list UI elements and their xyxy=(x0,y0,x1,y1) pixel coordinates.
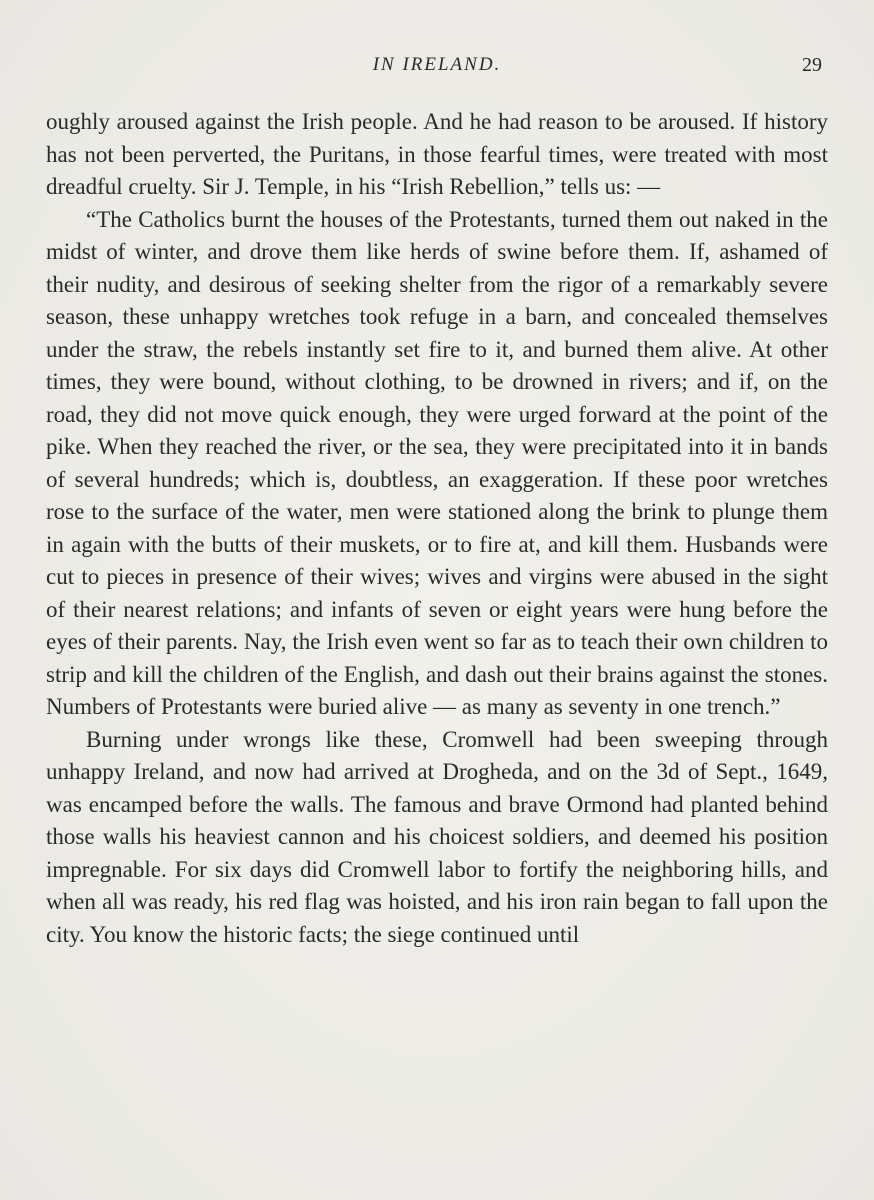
page-number: 29 xyxy=(802,54,822,76)
page-header xyxy=(0,54,874,84)
paragraph-quotation: “The Catholics burnt the houses of the Protestants, turned them out naked in the midst of winter, and drove them like herds of swine before them. If, ashamed of their nudity, and desirous of seeking shelter from the rigor of a remarkably severe season, these unhappy wretches took refuge in a barn, and concealed themselves under the straw, the rebels instantly set fire to it, and burned them alive. At other times, they were bound, without clothing, to be drowned in rivers; and if, on the road, they did not move quick enough, they were urged forward at the point of the pike. When they reached the river, or the sea, they were precipitated into it in bands of several hundreds; which is, doubtless, an exaggeration. If these poor wretches rose to the surface of the water, men were stationed along the brink to plunge them in again with the butts of their muskets, or to fire at, and kill them. Husbands were cut to pieces in presence of their wives; wives and virgins were abused in the sight of their nearest relations; and infants of seven or eight years were hung before the eyes of their parents. Nay, the Irish even went so far as to teach their own children to strip and kill the children of the English, and dash out their brains against the stones. Numbers of Protestants were buried alive — as many as seventy in one trench.” xyxy=(46,206,828,719)
running-title: IN IRELAND. xyxy=(372,54,502,75)
paragraph-narrative: Burning under wrongs like these, Cromwell had been sweeping through unhappy Ireland, and now had arrived at Drogheda, and on the 3d of Sept., 1649, was encamped before the walls. The famous and brave Ormond had planted behind those walls his heaviest cannon and his choicest soldiers, and deemed his position impregnable. For six days did Cromwell labor to fortify the neighboring hills, and when all was ready, his red flag was hoisted, and his iron rain began to fall upon the city. You know the historic facts; the siege continued until xyxy=(46,726,828,947)
body-text xyxy=(46,106,828,951)
paragraph-continuation: oughly aroused against the Irish people. And he had reason to be aroused. If history has not been perverted, the Puritans, in those fearful times, were treated with most dreadful cruelty. Sir J. Temple, in his “Irish Rebellion,” tells us: — xyxy=(46,109,828,199)
